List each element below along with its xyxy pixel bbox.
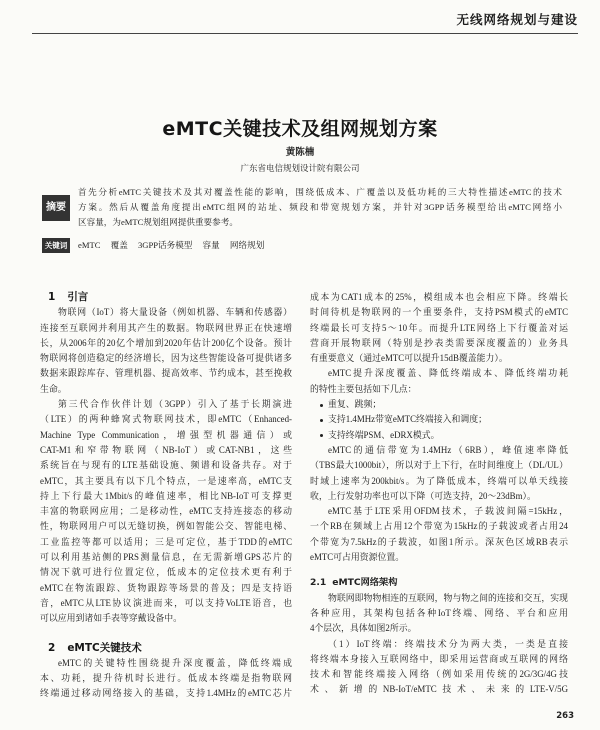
section-title: eMTC网络架构	[332, 577, 398, 589]
body-line: CAT-M1和窄带物联网（NB-IoT）或CAT-NB1，这些	[40, 444, 292, 455]
body-line: 收，上行发射功率也可以下降（可选支持，20～23dBm）。	[310, 490, 536, 501]
body-line: 物联网即物物相连的互联网，物与物之间的连接和交互，实现	[328, 592, 568, 603]
section-number: 1	[48, 291, 56, 303]
abstract-line: 方案。然后从覆盖角度提出eMTC组网的站址、频段和带宽规划方案，并针对3GPP话务模型给出eMTC网络小	[78, 202, 562, 212]
body-line: 终端最长可支持5～10年。而提升LTE网络上下行覆盖对运	[310, 322, 568, 333]
body-line: 有重要意义（通过eMTC可以提升15dB覆盖能力）。	[310, 353, 508, 364]
body-line: 数据来跟踪库存、管理机器、提高效率、节约成本，甚至挽救	[40, 368, 292, 379]
bullet-item: 重复、跳频；	[310, 397, 568, 412]
left-column	[40, 290, 292, 702]
body-line: 第三代合作伙伴计划（3GPP）引入了基于长期演进	[58, 399, 292, 410]
body-line: 时域上速率为200kbit/s。为了降低成本，终端可以单天线接	[310, 475, 568, 486]
body-line: 系统旨在与现有的LTE基础设施、频谱和设备共存。对于	[40, 460, 292, 471]
body-line: 丰富的物联网应用；二是移动性，eMTC支持连接态的移动	[40, 506, 292, 517]
body-line: 技术和智能终端接入网络（例如采用传统的2G/3G/4G技	[310, 669, 568, 680]
author-affiliation: 广东省电信规划设计院有限公司	[240, 163, 360, 173]
body-line: 可以应用到诸如手表等穿戴设备中。	[40, 613, 182, 624]
body-line: 一个RB在频域上占用12个带宽为15kHz的子载波或者占用24	[310, 521, 568, 532]
section-number: 2	[48, 641, 56, 654]
journal-section-header: 无线网络规划与建设	[456, 12, 578, 27]
abstract-line: 首先分析eMTC关键技术及其对覆盖性能的影响，围绕低成本、广覆盖以及低功耗的三大特性描述eMTC的技术	[78, 187, 562, 197]
body-line: 可以利用基站侧的PRS测量信息，在无需新增GPS芯片的	[40, 552, 292, 563]
body-line: 时间待机是物联网的一个重要条件，支持PSM模式的eMTC	[310, 307, 568, 318]
body-line: 的特性主要包括如下几点：	[310, 383, 417, 394]
subsection-heading-architecture	[310, 575, 568, 590]
body-line: 将终端本身接入互联网络中，即采用运营商或互联网的网络	[310, 653, 568, 664]
body-line: 物联网将创造稳定的经济增长，因为这些智能设备可提供诸多	[40, 353, 292, 364]
section-title: eMTC关键技术	[67, 641, 142, 654]
body-line: eMTC的通信带宽为1.4MHz（6RB），峰值速率降低	[328, 444, 568, 455]
keywords-label: 关键词	[42, 238, 70, 253]
header-rule	[32, 33, 578, 34]
body-line: eMTC，其主要具有以下几个特点，一是速率高，eMTC支	[40, 475, 292, 486]
page-number: 263	[556, 711, 574, 721]
abstract-body	[78, 185, 562, 230]
body-line: 长，从2006年的20亿个增加到2020年估计200亿个设备。预计	[40, 337, 292, 348]
body-line: 本、功耗，提升待机时长进行。低成本终端是指物联网	[40, 673, 292, 684]
body-line: 终端通过移动网络接入的基础，支持1.4MHz的eMTC芯片	[40, 688, 292, 699]
body-line: 物联网（IoT）将大量设备（例如机器、车辆和传感器）	[58, 307, 292, 318]
body-line: eMTC的关键特性围绕提升深度覆盖，降低终端成	[58, 657, 292, 668]
body-line: （TBS最大1000bit），所以对于上下行，在时间维度上（DL/UL）	[310, 460, 568, 471]
section-heading-intro	[40, 290, 292, 305]
author-name: 黄陈楠	[285, 147, 315, 158]
body-line: 4个层次，具体如图2所示。	[310, 623, 417, 634]
abstract-line: 区容量，为eMTC规划组网提供重要参考。	[78, 217, 238, 227]
section-title: 引言	[67, 291, 89, 303]
body-line: （1）IoT终端：终端技术分为两大类，一类是直接	[328, 638, 568, 649]
keyword: 容量	[202, 240, 220, 250]
keyword: 覆盖	[110, 240, 128, 250]
body-line: 音，eMTC从LTE协议演进而来，可以支持VoLTE语音，也	[40, 597, 292, 608]
body-line: 各种应用，其架构包括各种IoT终端、网络、平台和应用	[310, 607, 568, 618]
bullet-item: 支持终端PSM、eDRX模式。	[310, 428, 568, 443]
body-line: eMTC提升深度覆盖、降低终端成本、降低终端功耗	[328, 368, 568, 379]
body-line: 情况下就可进行位置定位，低成本的定位技术更有利于	[40, 567, 292, 578]
body-line: 个带宽为7.5kHz的子载波，如图1所示。深灰色区域RB表示	[310, 536, 568, 547]
body-line: eMTC可占用资源位置。	[310, 552, 405, 563]
keyword: eMTC	[78, 240, 101, 250]
body-line: 持上下行最大1Mbit/s的峰值速率，相比NB-IoT可支撑更	[40, 490, 292, 501]
body-line: 性，物联网用户可以无缝切换，例如智能公交、智能电梯、	[40, 521, 292, 532]
body-line: 工业监控等都可以适用；三是可定位，基于TDD的eMTC	[40, 536, 292, 547]
section-number: 2.1	[310, 577, 327, 589]
body-line: 成本为CAT1成本的25%，模组成本也会相应下降。终端长	[310, 292, 568, 302]
body-line: eMTC在物流跟踪、货物跟踪等场景的普及；四是支持语	[40, 582, 292, 593]
body-line: （LTE）的两种蜂窝式物联网技术，即eMTC（Enhanced-	[40, 414, 292, 425]
keyword: 3GPP话务模型	[137, 240, 193, 250]
body-line: 连接至互联网并利用其产生的数据。物联网世界正在快速增	[40, 322, 292, 333]
body-line: 营商开展物联网（特别是抄表类需要深度覆盖的）业务具	[310, 337, 568, 348]
keyword: 网络规划	[229, 240, 265, 250]
body-line: 生命。	[40, 383, 67, 394]
body-line: eMTC基于LTE采用OFDM技术，子载波间隔=15kHz，	[328, 506, 568, 517]
abstract-label: 摘要	[42, 195, 70, 221]
body-line: 术、新增的NB-IoT/eMTC技术、未来的LTE-V/5G	[310, 684, 568, 695]
section-heading-key-tech	[40, 641, 292, 656]
bullet-item: 支持1.4MHz带宽eMTC终端接入和调度；	[310, 412, 568, 427]
body-line: Machine Type Communication，增强型机器通信）或	[40, 429, 292, 440]
right-column	[310, 290, 568, 698]
article-title: eMTC关键技术及组网规划方案	[162, 118, 438, 140]
keywords-list	[78, 238, 272, 253]
